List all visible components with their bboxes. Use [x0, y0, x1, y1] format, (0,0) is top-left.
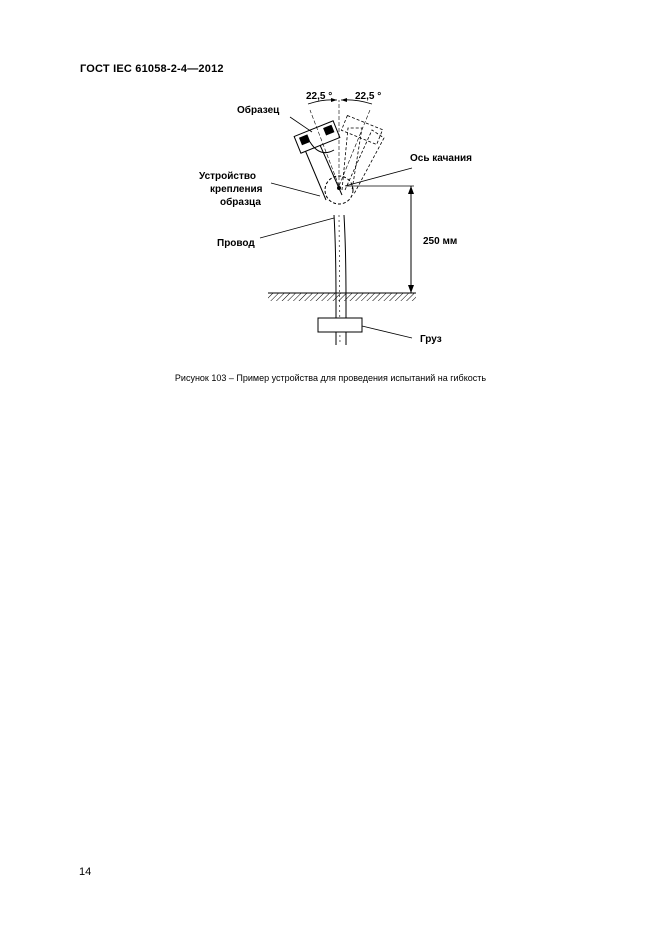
distance-label: 250 мм	[423, 236, 458, 247]
document-header: ГОСТ IEC 61058-2-4—2012	[80, 63, 224, 75]
leader-weight	[362, 326, 412, 338]
flex-test-figure	[0, 0, 661, 400]
floor-hatch	[268, 293, 416, 301]
leader-fixture	[271, 183, 320, 196]
flex-test-diagram	[0, 0, 661, 400]
angle-right-label: 22,5 °	[355, 91, 382, 102]
leader-sample	[290, 117, 312, 132]
page-number: 14	[79, 866, 92, 878]
fixture-label-line2: крепления	[210, 184, 263, 195]
weight-block	[318, 318, 362, 332]
figure-caption: Рисунок 103 – Пример устройства для проведения испытаний на гибкость	[174, 373, 487, 383]
leader-wire	[260, 218, 334, 238]
fixture-label-line3: образца	[220, 197, 261, 208]
pivot-axis-label: Ось качания	[410, 153, 472, 164]
fixture-label-line1: Устройство	[199, 171, 256, 182]
sample-label: Образец	[237, 105, 280, 116]
leader-pivot	[345, 168, 412, 186]
weight-label: Груз	[420, 334, 442, 345]
fixture-arm	[305, 145, 342, 200]
wire-label: Провод	[217, 238, 255, 249]
angle-left-label: 22,5 °	[306, 91, 333, 102]
